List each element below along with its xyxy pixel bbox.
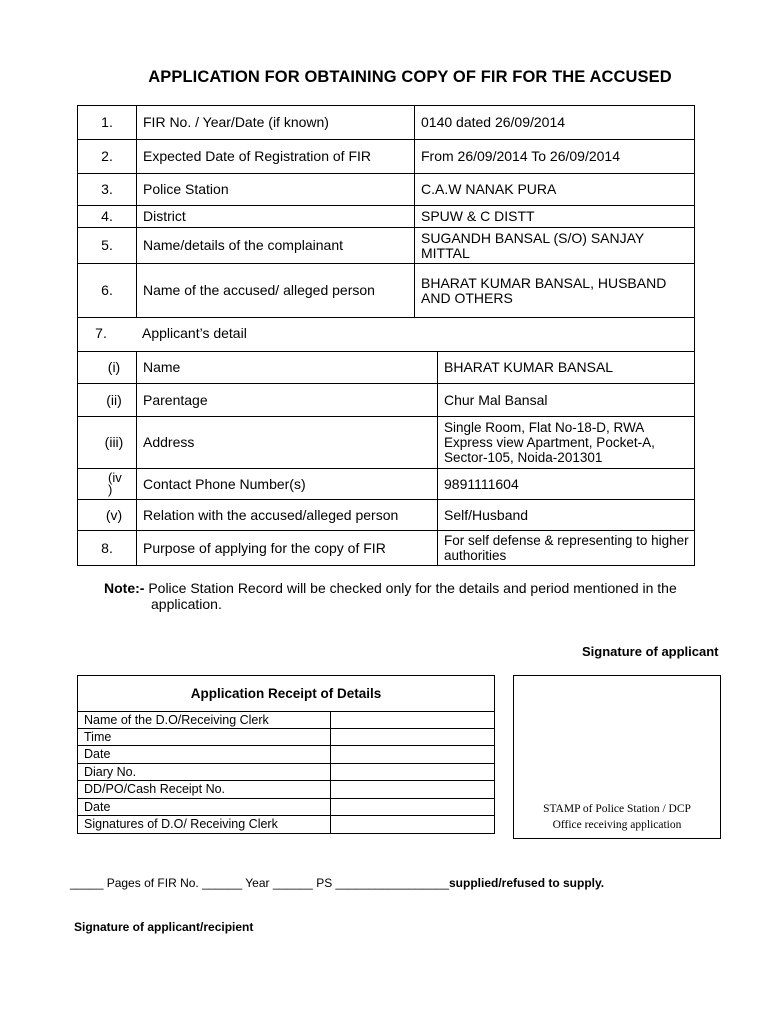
- sub-row-label: Relation with the accused/alleged person: [136, 499, 438, 531]
- receipt-value[interactable]: [330, 763, 495, 781]
- row-label: Name/details of the complainant: [136, 227, 415, 264]
- receipt-value[interactable]: [330, 711, 495, 729]
- row-label: District: [136, 205, 415, 228]
- sub-row-number: (iv ): [77, 468, 137, 500]
- sub-row-label: Contact Phone Number(s): [136, 468, 438, 500]
- row-value: For self defense & representing to higher authorities: [437, 530, 695, 566]
- stamp-line-2: Office receiving application: [552, 819, 682, 831]
- pages-supplied-line: [70, 876, 604, 890]
- sub-row-number: (v): [77, 499, 137, 531]
- receipt-label: Time: [77, 728, 331, 746]
- row-label: Police Station: [136, 173, 415, 206]
- sub-row-value: BHARAT KUMAR BANSAL: [437, 351, 695, 384]
- row-number: 6.: [77, 263, 137, 318]
- receipt-value[interactable]: [330, 780, 495, 799]
- row-value: From 26/09/2014 To 26/09/2014: [414, 139, 695, 174]
- receipt-label: Signatures of D.O/ Receiving Clerk: [77, 815, 331, 834]
- row-value: SPUW & C DISTT: [414, 205, 695, 228]
- stamp-line-1: STAMP of Police Station / DCP: [543, 803, 691, 815]
- row-number: 4.: [77, 205, 137, 228]
- receipt-label: DD/PO/Cash Receipt No.: [77, 780, 331, 799]
- receipt-label: Date: [77, 798, 331, 816]
- sub-row-label: Parentage: [136, 383, 438, 417]
- sub-row-number: (i): [77, 351, 137, 384]
- receipt-label: Diary No.: [77, 763, 331, 781]
- sub-row-label: Address: [136, 416, 438, 469]
- sub-row-value: Chur Mal Bansal: [437, 383, 695, 417]
- row-value: 0140 dated 26/09/2014: [414, 105, 695, 140]
- row-value: SUGANDH BANSAL (S/O) SANJAY MITTAL: [414, 227, 695, 264]
- page-title: APPLICATION FOR OBTAINING COPY OF FIR FOR THE ACCUSED: [148, 68, 672, 86]
- row-label: Name of the accused/ alleged person: [136, 263, 415, 318]
- row-number: 3.: [77, 173, 137, 206]
- row-number: 5.: [77, 227, 137, 264]
- row-label: FIR No. / Year/Date (if known): [136, 105, 415, 140]
- row-number: 7.: [95, 325, 107, 341]
- receipt-value[interactable]: [330, 728, 495, 746]
- note-line-2: application.: [151, 596, 222, 612]
- row-label: Purpose of applying for the copy of FIR: [136, 530, 438, 566]
- sub-row-value: 9891111604: [437, 468, 695, 500]
- row-number: 8.: [77, 530, 137, 566]
- signature-of-recipient: Signature of applicant/recipient: [74, 920, 254, 934]
- sub-row-number: (iii): [77, 416, 137, 469]
- note-line-1: Police Station Record will be checked only for the details and period mentioned in the: [144, 580, 677, 596]
- note: [104, 580, 754, 612]
- receipt-label: Date: [77, 745, 331, 764]
- pages-line-bold: supplied/refused to supply.: [449, 876, 605, 890]
- sub-row-label: Name: [136, 351, 438, 384]
- signature-of-applicant: Signature of applicant: [582, 644, 719, 659]
- receipt-value[interactable]: [330, 815, 495, 834]
- pages-line-text: _____ Pages of FIR No. ______ Year ______ PS _________________: [70, 876, 449, 890]
- sub-row-number: (ii): [77, 383, 137, 417]
- row-value: BHARAT KUMAR BANSAL, HUSBAND AND OTHERS: [414, 263, 695, 318]
- stamp-text: [513, 801, 721, 833]
- receipt-value[interactable]: [330, 745, 495, 764]
- row-value: C.A.W NANAK PURA: [414, 173, 695, 206]
- receipt-title: Application Receipt of Details: [77, 675, 495, 712]
- sub-row-value: Self/Husband: [437, 499, 695, 531]
- note-prefix: Note:-: [104, 580, 145, 596]
- row-number: 2.: [77, 139, 137, 174]
- applicant-header-label: Applicant’s detail: [142, 325, 247, 341]
- sub-row-value: Single Room, Flat No-18-D, RWA Express view Apartment, Pocket-A, Sector-105, Noida-201301: [437, 416, 695, 469]
- row-label: Expected Date of Registration of FIR: [136, 139, 415, 174]
- row-number: 1.: [77, 105, 137, 140]
- receipt-label: Name of the D.O/Receiving Clerk: [77, 711, 331, 729]
- receipt-value[interactable]: [330, 798, 495, 816]
